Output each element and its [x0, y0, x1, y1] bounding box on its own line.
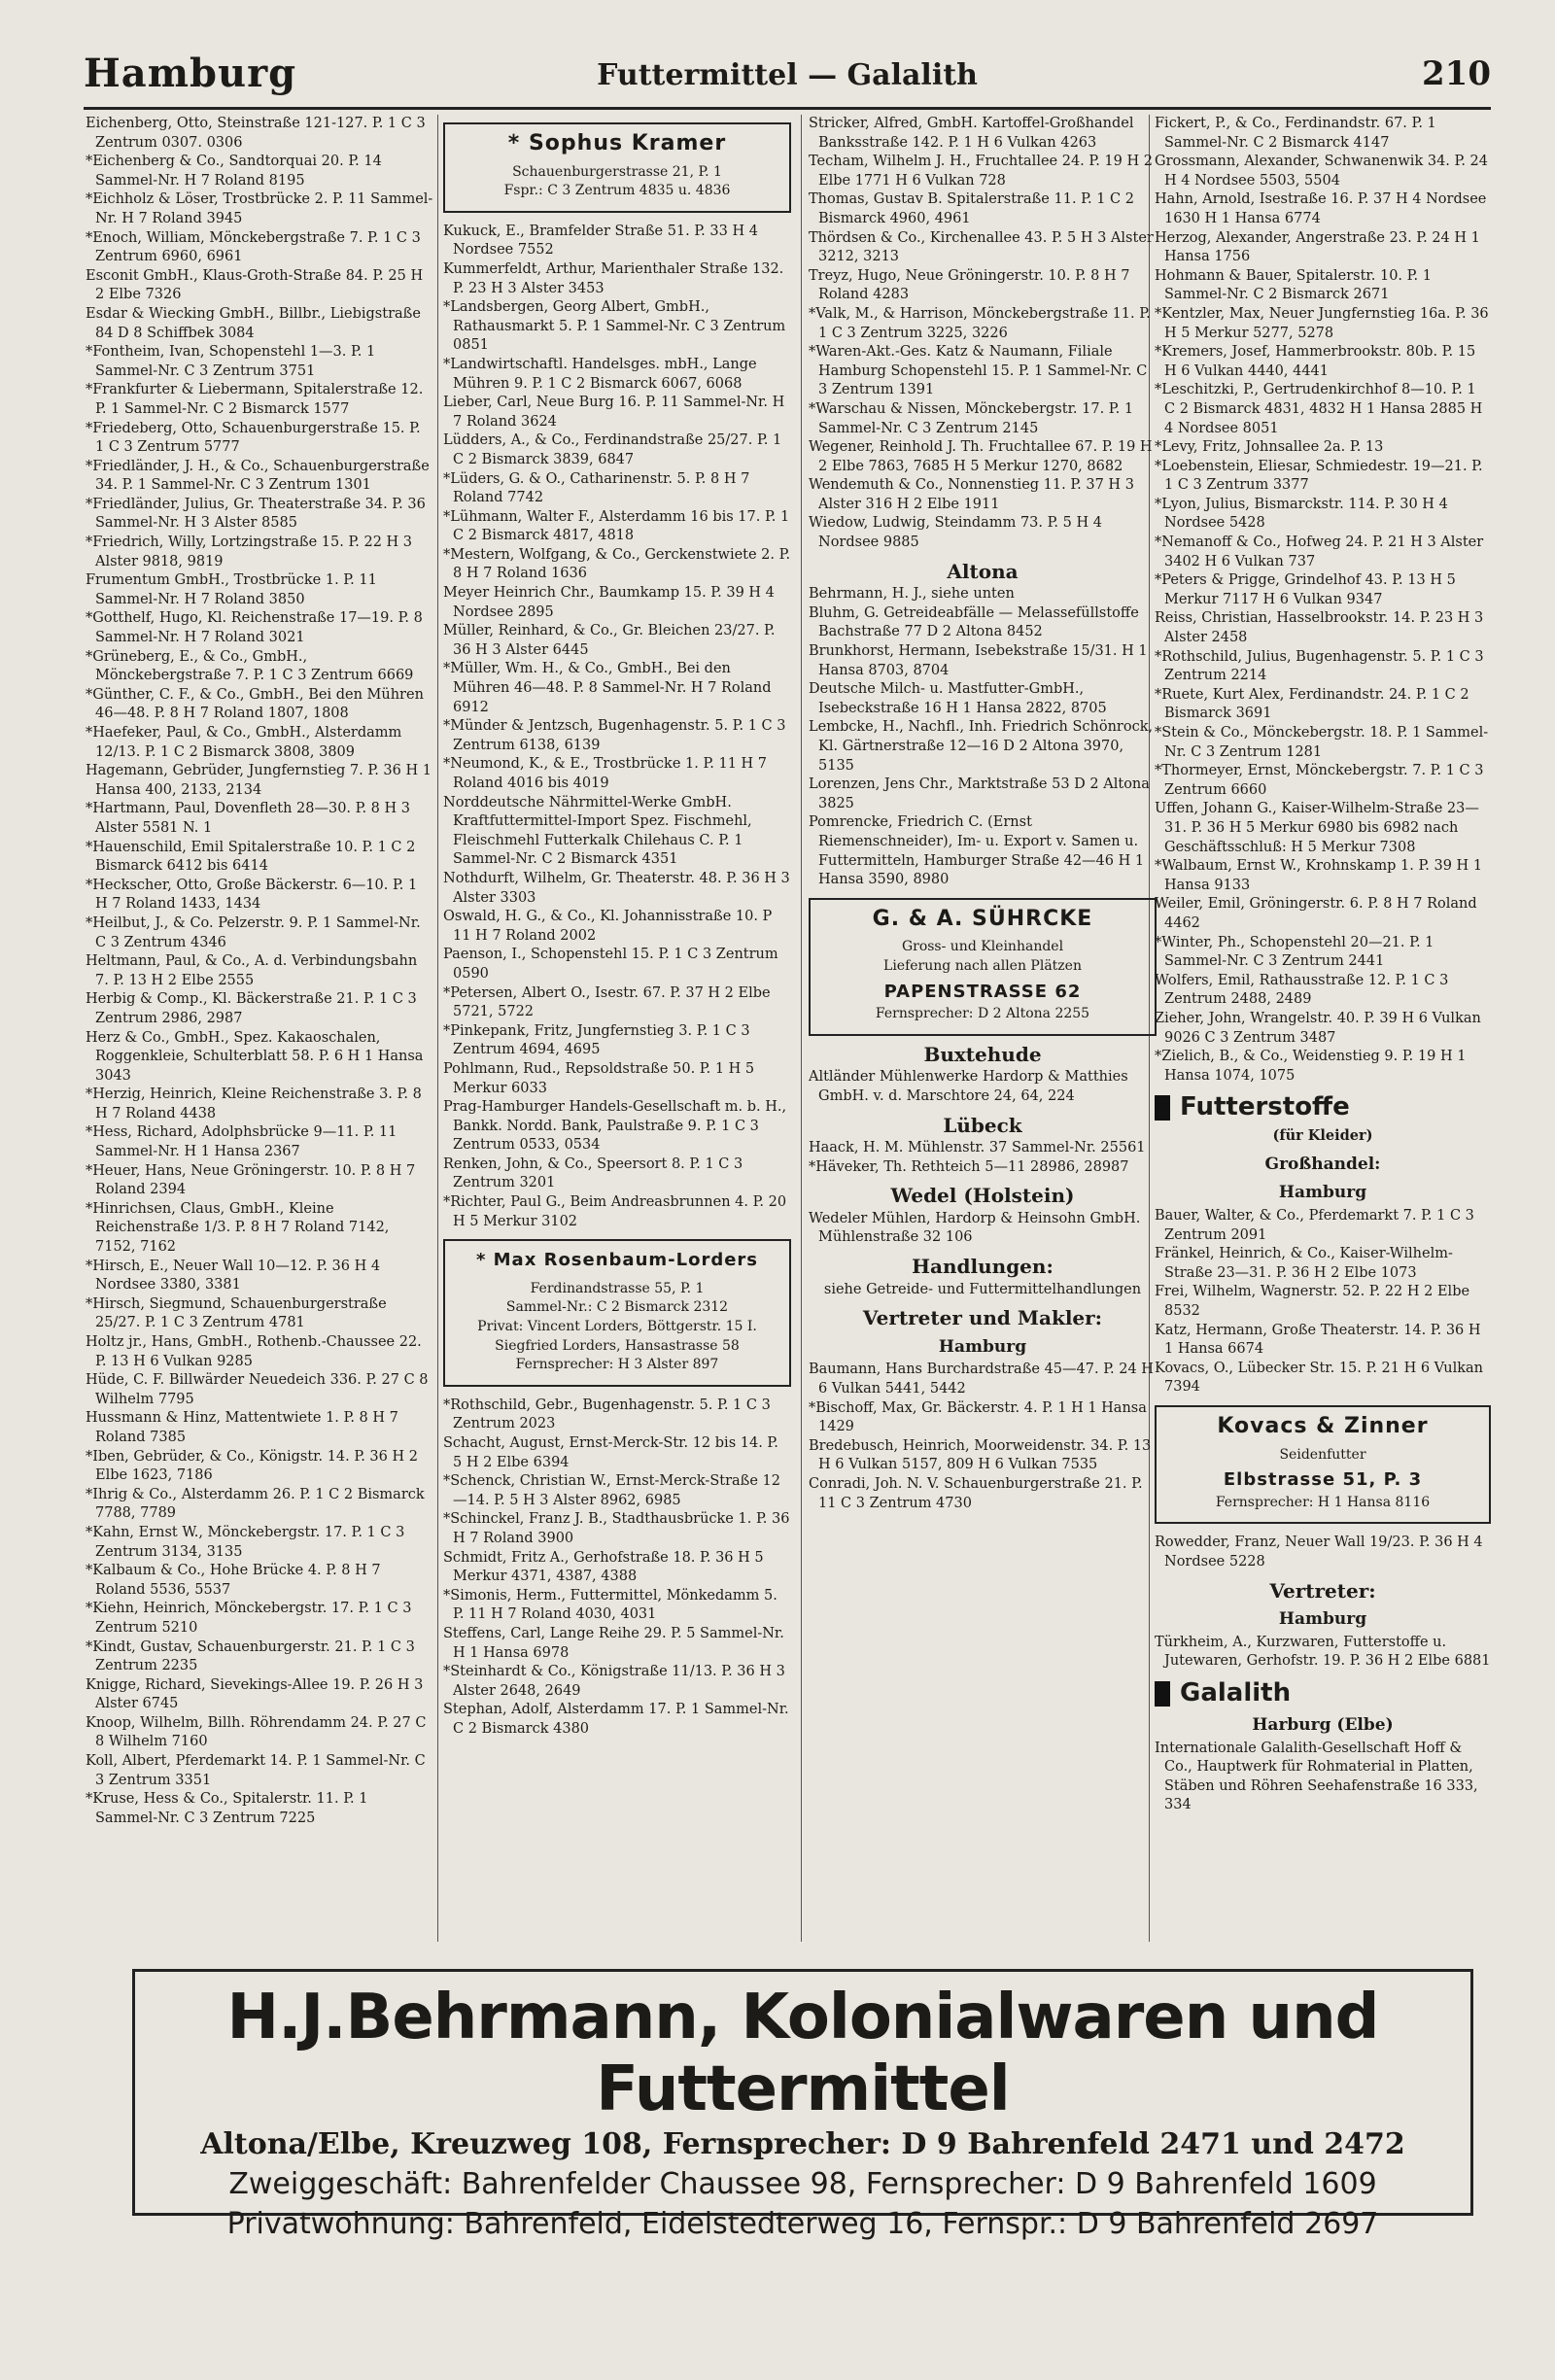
ad-box-kovacs [1155, 1405, 1491, 1524]
directory-entry: *Neumond, K., & E., Trostbrücke 1. P. 11 H 7 Roland 4016 bis 4019 [443, 756, 768, 791]
directory-entry: Esconit GmbH., Klaus-Groth-Straße 84. P. 25 H 2 Elbe 7326 [86, 267, 424, 303]
directory-entry: *Ihrig & Co., Alsterdamm 26. P. 1 C 2 Bismarck 7788, 7789 [86, 1486, 425, 1522]
wedel-entries [809, 1210, 1157, 1248]
directory-entry: Esdar & Wiecking GmbH., Billbr., Liebigstraße 84 D 8 Schiffbek 3084 [86, 305, 421, 341]
section-futterstoffe [1155, 1092, 1491, 1122]
grosshandel-heading: Großhandel: [1264, 1154, 1381, 1174]
page-number: 210 [1422, 54, 1491, 93]
directory-entry: Kukuck, E., Bramfelder Straße 51. P. 33 H 4 Nordsee 7552 [443, 223, 758, 259]
ad-name: G. & A. SÜHRCKE [872, 906, 1093, 931]
directory-entry: *Münder & Jentzsch, Bugenhagenstr. 5. P. 1 C 3 Zentrum 6138, 6139 [443, 718, 786, 753]
directory-entry: *Valk, M., & Harrison, Mönckebergstraße 11. P. 1 C 3 Zentrum 3225, 3226 [809, 305, 1151, 341]
directory-entry: Knigge, Richard, Sievekings-Allee 19. P. 26 H 3 Alster 6745 [86, 1676, 424, 1712]
directory-entry: Wolfers, Emil, Rathausstraße 12. P. 1 C 3 Zentrum 2488, 2489 [1155, 972, 1449, 1008]
header-rule [84, 107, 1491, 110]
directory-entry: Kovacs, O., Lübecker Str. 15. P. 21 H 6 Vulkan 7394 [1155, 1360, 1483, 1396]
directory-entry: Herzog, Alexander, Angerstraße 23. P. 24 H 1 Hansa 1756 [1155, 229, 1480, 265]
directory-entry: Lieber, Carl, Neue Burg 16. P. 11 Sammel-Nr. H 7 Roland 3624 [443, 395, 785, 430]
directory-entry: *Richter, Paul G., Beim Andreasbrunnen 4. P. 20 H 5 Merkur 3102 [443, 1194, 787, 1229]
directory-entry: *Schinckel, Franz J. B., Stadthausbrücke 1. P. 36 H 7 Roland 3900 [443, 1511, 790, 1546]
section-title: Futterstoffe [1180, 1092, 1350, 1122]
ad-address: Ferdinandstrasse 55, P. 1 [530, 1280, 705, 1296]
directory-entry: *Kindt, Gustav, Schauenburgerstr. 21. P. 1 C 3 Zentrum 2235 [86, 1638, 415, 1674]
directory-entry: *Landwirtschaftl. Handelsges. mbH., Lange Mühren 9. P. 1 C 2 Bismarck 6067, 6068 [443, 356, 757, 392]
futterstoffe-entries [1155, 1207, 1491, 1397]
directory-entry: Oswald, H. G., & Co., Kl. Johannisstraße 10. P 11 H 7 Roland 2002 [443, 909, 773, 944]
directory-entry: Steffens, Carl, Lange Reihe 29. P. 5 Sammel-Nr. H 1 Hansa 6978 [443, 1625, 784, 1661]
column-3-entries [809, 115, 1157, 553]
section-marker [1155, 1095, 1170, 1121]
directory-entry: Nothdurft, Wilhelm, Gr. Theaterstr. 48. P. 36 H 3 Alster 3303 [443, 870, 790, 906]
directory-entry: Pohlmann, Rud., Repsoldstraße 50. P. 1 H 5 Merkur 6033 [443, 1060, 755, 1096]
section-wedel: Wedel (Holstein) [890, 1184, 1075, 1208]
directory-entry: Reiss, Christian, Hasselbrookstr. 14. P. 23 H 3 Alster 2458 [1155, 610, 1484, 646]
directory-entry: Meyer Heinrich Chr., Baumkamp 15. P. 39 H 4 Nordsee 2895 [443, 585, 775, 620]
directory-entry: *Winter, Ph., Schopenstehl 20—21. P. 1 Sammel-Nr. C 3 Zentrum 2441 [1155, 934, 1434, 970]
directory-entry: Frei, Wilhelm, Wagnerstr. 52. P. 22 H 2 Elbe 8532 [1155, 1284, 1470, 1320]
directory-entry: Bredebusch, Heinrich, Moorweidenstr. 34. P. 13 H 6 Vulkan 5157, 809 H 6 Vulkan 7535 [809, 1437, 1152, 1473]
column-2-entries [443, 223, 791, 1231]
directory-entry: *Petersen, Albert O., Isestr. 67. P. 37 H 2 Elbe 5721, 5722 [443, 984, 771, 1020]
directory-entry: *Bischoff, Max, Gr. Bäckerstr. 4. P. 1 H 1 Hansa 1429 [809, 1399, 1147, 1435]
directory-entry: Renken, John, & Co., Speersort 8. P. 1 C 3 Zentrum 3201 [443, 1156, 743, 1191]
directory-entry: Kummerfeldt, Arthur, Marienthaler Straße 132. P. 23 H 3 Alster 3453 [443, 260, 784, 296]
directory-entry: Haack, H. M. Mühlenstr. 37 Sammel-Nr. 25561 [809, 1140, 1146, 1156]
directory-entry: Hahn, Arnold, Isestraße 16. P. 37 H 4 Nordsee 1630 H 1 Hansa 6774 [1155, 191, 1487, 226]
ad-name: Kovacs & Zinner [1217, 1414, 1429, 1438]
column-3 [809, 115, 1157, 1942]
directory-entry: *Peters & Prigge, Grindelhof 43. P. 13 H 5 Merkur 7117 H 6 Vulkan 9347 [1155, 572, 1456, 607]
directory-entry: Müller, Reinhard, & Co., Gr. Bleichen 23/27. P. 36 H 3 Alster 6445 [443, 623, 776, 658]
ad-name: * Max Rosenbaum-Lorders [475, 1250, 759, 1271]
directory-entry: Brunkhorst, Hermann, Isebekstraße 15/31. H 1 Hansa 8703, 8704 [809, 643, 1148, 678]
directory-entry: *Steinhardt & Co., Königstraße 11/13. P. 36 H 3 Alster 2648, 2649 [443, 1664, 785, 1699]
directory-entry: *Kahn, Ernst W., Mönckebergstr. 17. P. 1 C 3 Zentrum 3134, 3135 [86, 1524, 405, 1560]
ad-phone: Fspr.: C 3 Zentrum 4835 u. 4836 [503, 183, 731, 199]
directory-entry: *Waren-Akt.-Ges. Katz & Naumann, Filiale Hamburg Schopenstehl 15. P. 1 Sammel-Nr. C 3 Zentrum 1391 [809, 344, 1148, 398]
directory-entry: *Heckscher, Otto, Große Bäckerstr. 6—10. P. 1 H 7 Roland 1433, 1434 [86, 877, 418, 913]
directory-entry: *Hess, Richard, Adolphsbrücke 9—11. P. 11 Sammel-Nr. H 1 Hansa 2367 [86, 1124, 397, 1160]
section-handlungen: Handlungen: [912, 1255, 1054, 1279]
directory-entry: Behrmann, H. J., siehe unten [809, 586, 1015, 603]
directory-entry: Lüdders, A., & Co., Ferdinandstraße 25/27. P. 1 C 2 Bismarck 3839, 6847 [443, 432, 782, 467]
futterstoffe-more [1155, 1534, 1491, 1571]
directory-entry: Eichenberg, Otto, Steinstraße 121-127. P. 1 C 3 Zentrum 0307. 0306 [86, 116, 426, 151]
header-section-title: Futtermittel — Galalith [597, 58, 978, 92]
directory-entry: *Günther, C. F., & Co., GmbH., Bei den Mühren 46—48. P. 8 H 7 Roland 1807, 1808 [86, 686, 424, 722]
directory-entry: *Eichholz & Löser, Trostbrücke 2. P. 11 Sammel-Nr. H 7 Roland 3945 [86, 191, 433, 226]
directory-entry: *Walbaum, Ernst W., Krohnskamp 1. P. 39 H 1 Hansa 9133 [1155, 858, 1483, 893]
directory-entry: Frumentum GmbH., Trostbrücke 1. P. 11 Sammel-Nr. H 7 Roland 3850 [86, 572, 377, 607]
directory-entry: Baumann, Hans Burchardstraße 45—47. P. 24 H 6 Vulkan 5441, 5442 [809, 1362, 1154, 1397]
directory-entry: Stephan, Adolf, Alsterdamm 17. P. 1 Sammel-Nr. C 2 Bismarck 4380 [443, 1702, 789, 1737]
directory-entry: *Eichenberg & Co., Sandtorquai 20. P. 14 Sammel-Nr. H 7 Roland 8195 [86, 154, 382, 189]
header-city: Hamburg [84, 51, 297, 96]
directory-entry: *Thormeyer, Ernst, Mönckebergstr. 7. P. 1 C 3 Zentrum 6660 [1155, 763, 1484, 798]
directory-entry: Norddeutsche Nährmittel-Werke GmbH. Kraftfuttermittel-Import Spez. Fischmehl, Fleischmehl Futterkalk Chilehaus C. P. 1 Sammel-Nr. C 2 Bismarck 4351 [443, 794, 752, 868]
directory-entry: *Landsbergen, Georg Albert, GmbH., Rathausmarkt 5. P. 1 Sammel-Nr. C 3 Zentrum 0851 [443, 299, 786, 354]
directory-entry: Conradi, Joh. N. V. Schauenburgerstraße 21. P. 11 C 3 Zentrum 4730 [809, 1476, 1143, 1511]
directory-entry: Prag-Hamburger Handels-Gesellschaft m. b. H., Bankk. Nordd. Bank, Paulstraße 9. P. 1 C 3 Zentrum 0533, 0534 [443, 1099, 787, 1154]
directory-entry: *Simonis, Herm., Futtermittel, Mönkedamm 5. P. 11 H 7 Roland 4030, 4031 [443, 1587, 778, 1623]
directory-entry: *Kremers, Josef, Hammerbrookstr. 80b. P. 15 H 6 Vulkan 4440, 4441 [1155, 344, 1476, 379]
directory-entry: Weiler, Emil, Gröningerstr. 6. P. 8 H 7 Roland 4462 [1155, 896, 1477, 931]
directory-entry: *Hartmann, Paul, Dovenfleth 28—30. P. 8 H 3 Alster 5581 N. 1 [86, 801, 410, 836]
vertreter-makler-entries [809, 1361, 1157, 1513]
directory-entry: Herz & Co., GmbH., Spez. Kakaoschalen, Roggenkleie, Schulterblatt 58. P. 6 H 1 Hansa 3043 [86, 1029, 424, 1084]
directory-entry: *Enoch, William, Mönckebergstraße 7. P. 1 C 3 Zentrum 6960, 6961 [86, 229, 421, 265]
directory-entry: Schmidt, Fritz A., Gerhofstraße 18. P. 36 H 5 Merkur 4371, 4387, 4388 [443, 1549, 764, 1585]
directory-entry: Fränkel, Heinrich, & Co., Kaiser-Wilhelm-Straße 23—31. P. 36 H 2 Elbe 1073 [1155, 1246, 1453, 1281]
directory-entry: Stricker, Alfred, GmbH. Kartoffel-Großhandel Banksstraße 142. P. 1 H 6 Vulkan 4263 [809, 116, 1134, 151]
column-2 [443, 115, 791, 1942]
ad-address: Schauenburgerstrasse 21, P. 1 [512, 163, 722, 180]
ad-phone: Fernsprecher: D 2 Altona 2255 [875, 1006, 1090, 1022]
column-4-entries [1155, 115, 1491, 1086]
directory-entry: Knoop, Wilhelm, Billh. Röhrendamm 24. P. 27 C 8 Wilhelm 7160 [86, 1714, 427, 1750]
directory-entry: Paenson, I., Schopenstehl 15. P. 1 C 3 Zentrum 0590 [443, 947, 778, 982]
directory-entry: *Stein & Co., Mönckebergstr. 18. P. 1 Sammel-Nr. C 3 Zentrum 1281 [1155, 725, 1489, 760]
galalith-entries [1155, 1740, 1491, 1815]
directory-entry: *Grüneberg, E., & Co., GmbH., Mönckebergstraße 7. P. 1 C 3 Zentrum 6669 [86, 648, 414, 684]
directory-entry: Pomrencke, Friedrich C. (Ernst Riemenschneider), Im- u. Export v. Samen u. Futtermitteln, Hamburger Straße 42—46 H 1 Hansa 3590, 8980 [809, 814, 1145, 888]
directory-entry: *Pinkepank, Fritz, Jungfernstieg 3. P. 1 C 3 Zentrum 4694, 4695 [443, 1022, 750, 1058]
luebeck-entries [809, 1139, 1157, 1177]
vertreter-city: Hamburg [1278, 1609, 1367, 1630]
directory-entry: Bauer, Walter, & Co., Pferdemarkt 7. P. 1 C 3 Zentrum 2091 [1155, 1208, 1474, 1243]
section-vertreter: Vertreter: [1269, 1578, 1376, 1603]
directory-entry: *Leschitzki, P., Gertrudenkirchhof 8—10. P. 1 C 2 Bismarck 4831, 4832 H 1 Hansa 2885 H 4 Nordsee 8051 [1155, 382, 1483, 436]
ad-headline: H.J.Behrmann, Kolonialwaren und Futtermittel [226, 1982, 1379, 2125]
ad-phone: Sammel-Nr.: C 2 Bismarck 2312 [505, 1299, 729, 1316]
directory-entry: Heltmann, Paul, & Co., A. d. Verbindungsbahn 7. P. 13 H 2 Elbe 2555 [86, 953, 418, 988]
directory-entry: *Rothschild, Gebr., Bugenhagenstr. 5. P. 1 C 3 Zentrum 2023 [443, 1397, 771, 1432]
section-marker [1155, 1681, 1170, 1707]
directory-entry: Grossmann, Alexander, Schwanenwik 34. P. 24 H 4 Nordsee 5503, 5504 [1155, 154, 1488, 189]
directory-entry: *Zielich, B., & Co., Weidenstieg 9. P. 19 H 1 Hansa 1074, 1075 [1155, 1049, 1467, 1084]
directory-entry: Rowedder, Franz, Neuer Wall 19/23. P. 36 H 4 Nordsee 5228 [1155, 1535, 1483, 1569]
directory-entry: Zieher, John, Wrangelstr. 40. P. 39 H 6 Vulkan 9026 C 3 Zentrum 3487 [1155, 1010, 1481, 1046]
directory-entry: *Kentzler, Max, Neuer Jungfernstieg 16a. P. 36 H 5 Merkur 5277, 5278 [1155, 305, 1489, 341]
directory-entry: *Hirsch, Siegmund, Schauenburgerstraße 25/27. P. 1 C 3 Zentrum 4781 [86, 1295, 387, 1331]
directory-entry: *Hinrichsen, Claus, GmbH., Kleine Reichenstraße 1/3. P. 8 H 7 Roland 7142, 7152, 7162 [86, 1200, 390, 1256]
ad-box-rosenbaum [443, 1239, 791, 1387]
directory-entry: Wiedow, Ludwig, Steindamm 73. P. 5 H 4 Nordsee 9885 [809, 515, 1102, 551]
directory-entry: Altländer Mühlenwerke Hardorp & Matthies GmbH. v. d. Marschtore 24, 64, 224 [809, 1069, 1128, 1104]
directory-entry: *Mestern, Wolfgang, & Co., Gerckenstwiete 2. P. 8 H 7 Roland 1636 [443, 546, 791, 582]
directory-entry: Türkheim, A., Kurzwaren, Futterstoffe u. Jutewaren, Gerhofstr. 19. P. 36 H 2 Elbe 6881 [1155, 1634, 1491, 1670]
ad-private: Privatwohnung: Bahrenfeld, Eidelstedterweg 16, Fernspr.: D 9 Bahrenfeld 2697 [226, 2207, 1379, 2241]
ad-box-suhrcke [809, 898, 1157, 1036]
directory-entry: Fickert, P., & Co., Ferdinandstr. 67. P. 1 Sammel-Nr. C 2 Bismarck 4147 [1155, 116, 1436, 151]
ad-address: Altona/Elbe, Kreuzweg 108, Fernsprecher: D 9 Bahrenfeld 2471 und 2472 [200, 2127, 1405, 2161]
ad-phone: Fernsprecher: H 1 Hansa 8116 [1215, 1494, 1431, 1510]
directory-entry: *Heuer, Hans, Neue Gröningerstr. 10. P. 8 H 7 Roland 2394 [86, 1162, 416, 1198]
directory-entry: *Kiehn, Heinrich, Mönckebergstr. 17. P. 1 C 3 Zentrum 5210 [86, 1601, 412, 1636]
directory-entry: *Herzig, Heinrich, Kleine Reichenstraße 3. P. 8 H 7 Roland 4438 [86, 1087, 422, 1121]
directory-entry: Hagemann, Gebrüder, Jungfernstieg 7. P. 36 H 1 Hansa 400, 2133, 2134 [86, 763, 432, 798]
directory-entry: *Loebenstein, Eliesar, Schmiedestr. 19—21. P. 1 C 3 Zentrum 3377 [1155, 458, 1483, 494]
ad-street: PAPENSTRASSE 62 [883, 981, 1082, 1002]
section-altona: Altona [947, 559, 1019, 583]
galalith-city: Harburg (Elbe) [1252, 1714, 1394, 1735]
directory-entry: *Ruete, Kurt Alex, Ferdinandstr. 24. P. 1 C 2 Bismarck 3691 [1155, 686, 1469, 722]
directory-entry: Wegener, Reinhold J. Th. Fruchtallee 67. P. 19 H 2 Elbe 7863, 7685 H 5 Merkur 1270, 8682 [809, 439, 1153, 474]
directory-entry: *Nemanoff & Co., Hofweg 24. P. 21 H 3 Alster 3402 H 6 Vulkan 737 [1155, 535, 1484, 569]
directory-entry: *Friedeberg, Otto, Schauenburgerstraße 15. P. 1 C 3 Zentrum 5777 [86, 420, 421, 456]
directory-entry: *Heilbut, J., & Co. Pelzerstr. 9. P. 1 Sammel-Nr. C 3 Zentrum 4346 [86, 914, 421, 950]
directory-entry: *Kruse, Hess & Co., Spitalerstr. 11. P. 1 Sammel-Nr. C 3 Zentrum 7225 [86, 1791, 368, 1826]
directory-entry: Thomas, Gustav B. Spitalerstraße 11. P. 1 C 2 Bismarck 4960, 4961 [809, 191, 1134, 226]
directory-entry: Lorenzen, Jens Chr., Marktstraße 53 D 2 Altona 3825 [809, 776, 1150, 811]
section-vertreter-makler: Vertreter und Makler: [862, 1306, 1103, 1330]
directory-entry: Hüde, C. F. Billwärder Neuedeich 336. P. 27 C 8 Wilhelm 7795 [86, 1372, 429, 1407]
directory-entry: Uffen, Johann G., Kaiser-Wilhelm-Straße 23—31. P. 36 H 5 Merkur 6980 bis 6982 nach Geschäftsschluß: H 5 Merkur 7308 [1155, 801, 1479, 855]
directory-entry: Deutsche Milch- u. Mastfutter-GmbH., Isebeckstraße 16 H 1 Hansa 2822, 8705 [809, 681, 1107, 716]
directory-entry: *Warschau & Nissen, Mönckebergstr. 17. P. 1 Sammel-Nr. C 3 Zentrum 2145 [809, 400, 1134, 436]
directory-entry: *Müller, Wm. H., & Co., GmbH., Bei den Mühren 46—48. P. 8 Sammel-Nr. H 7 Roland 6912 [443, 661, 772, 715]
directory-entry: Hussmann & Hinz, Mattentwiete 1. P. 8 H 7 Roland 7385 [86, 1410, 398, 1445]
directory-entry: Schacht, August, Ernst-Merck-Str. 12 bis 14. P. 5 H 2 Elbe 6394 [443, 1435, 778, 1470]
directory-entry: Koll, Albert, Pferdemarkt 14. P. 1 Sammel-Nr. C 3 Zentrum 3351 [86, 1753, 426, 1788]
directory-entry: Wedeler Mühlen, Hardorp & Heinsohn GmbH. Mühlenstraße 32 106 [809, 1210, 1141, 1246]
futterstoffe-city: Hamburg [1278, 1183, 1367, 1203]
directory-entry: Lembcke, H., Nachfl., Inh. Friedrich Schönrock, Kl. Gärtnerstraße 12—16 D 2 Altona 3970, 5135 [809, 719, 1154, 774]
ad-line: Seidenfutter [1279, 1446, 1366, 1463]
directory-entry: Bluhm, G. Getreideabfälle — Melassefüllstoffe Bachstraße 77 D 2 Altona 8452 [809, 604, 1139, 640]
column-divider [437, 115, 438, 1942]
directory-entry: *Haefeker, Paul, & Co., GmbH., Alsterdamm 12/13. P. 1 C 2 Bismarck 3808, 3809 [86, 725, 402, 760]
column-2-entries-b [443, 1397, 791, 1740]
directory-entry: *Lühmann, Walter F., Alsterdamm 16 bis 17. P. 1 C 2 Bismarck 4817, 4818 [443, 508, 790, 544]
ad-private-phone: Fernsprecher: H 3 Alster 897 [515, 1357, 719, 1373]
handlungen-text: siehe Getreide- und Futtermittelhandlungen [823, 1281, 1142, 1297]
directory-entry: *Friedländer, J. H., & Co., Schauenburgerstraße 34. P. 1 Sammel-Nr. C 3 Zentrum 1301 [86, 458, 430, 494]
section-title: Galalith [1180, 1678, 1292, 1708]
column-divider [801, 115, 802, 1942]
section-luebeck: Lübeck [943, 1113, 1022, 1137]
directory-entry: Treyz, Hugo, Neue Gröningerstr. 10. P. 8 H 7 Roland 4283 [809, 267, 1130, 303]
ad-line: Lieferung nach allen Plätzen [883, 957, 1082, 974]
ad-line: Gross- und Kleinhandel [901, 939, 1064, 955]
section-buxtehude: Buxtehude [923, 1042, 1042, 1066]
vertreter-makler-city: Hamburg [938, 1336, 1027, 1357]
directory-entry: *Lyon, Julius, Bismarckstr. 114. P. 30 H 4 Nordsee 5428 [1155, 496, 1448, 532]
directory-entry: *Fontheim, Ivan, Schopenstehl 1—3. P. 1 Sammel-Nr. C 3 Zentrum 3751 [86, 344, 376, 379]
column-1 [86, 115, 433, 1942]
directory-entry: *Kalbaum & Co., Hohe Brücke 4. P. 8 H 7 Roland 5536, 5537 [86, 1563, 381, 1598]
directory-entry: *Friedländer, Julius, Gr. Theaterstraße 34. P. 36 Sammel-Nr. H 3 Alster 8585 [86, 496, 426, 532]
directory-entry: *Lüders, G. & O., Catharinenstr. 5. P. 8 H 7 Roland 7742 [443, 470, 750, 506]
directory-entry: Herbig & Comp., Kl. Bäckerstraße 21. P. 1 C 3 Zentrum 2986, 2987 [86, 991, 417, 1026]
directory-entry: Wendemuth & Co., Nonnenstieg 11. P. 37 H 3 Alster 316 H 2 Elbe 1911 [809, 477, 1134, 512]
directory-entry: *Häveker, Th. Rethteich 5—11 28986, 28987 [809, 1158, 1129, 1175]
ad-branch: Zweiggeschäft: Bahrenfelder Chaussee 98, Fernsprecher: D 9 Bahrenfeld 1609 [228, 2167, 1377, 2201]
directory-entry: *Rothschild, Julius, Bugenhagenstr. 5. P. 1 C 3 Zentrum 2214 [1155, 648, 1484, 684]
altona-entries [809, 585, 1157, 890]
ad-private: Privat: Vincent Lorders, Böttgerstr. 15 I. Siegfried Lorders, Hansastrasse 58 [477, 1319, 757, 1354]
directory-entry: *Hauenschild, Emil Spitalerstraße 10. P. 1 C 2 Bismarck 6412 bis 6414 [86, 839, 416, 875]
section-galalith [1155, 1678, 1491, 1708]
directory-entry: *Levy, Fritz, Johnsallee 2a. P. 13 [1155, 439, 1384, 456]
directory-entry: *Schenck, Christian W., Ernst-Merck-Straße 12—14. P. 5 H 3 Alster 8962, 6985 [443, 1473, 780, 1508]
directory-entry: Holtz jr., Hans, GmbH., Rothenb.-Chaussee 22. P. 13 H 6 Vulkan 9285 [86, 1334, 422, 1369]
directory-entry: *Iben, Gebrüder, & Co., Königstr. 14. P. 36 H 2 Elbe 1623, 7186 [86, 1448, 418, 1484]
vertreter-entries [1155, 1634, 1491, 1672]
futterstoffe-sub: (für Kleider) [1272, 1127, 1373, 1145]
ad-street: Elbstrasse 51, P. 3 [1223, 1469, 1423, 1491]
ad-box-sophus-kramer [443, 122, 791, 213]
ad-name: * Sophus Kramer [507, 131, 727, 155]
directory-entry: Internationale Galalith-Gesellschaft Hoff & Co., Hauptwerk für Rohmaterial in Platten, Stäben und Röhren Seehafenstraße 16 333, 334 [1155, 1740, 1478, 1813]
directory-entry: Hohmann & Bauer, Spitalerstr. 10. P. 1 Sammel-Nr. C 2 Bismarck 2671 [1155, 267, 1432, 303]
page-header [84, 51, 1491, 101]
directory-entry: *Friedrich, Willy, Lortzingstraße 15. P. 22 H 3 Alster 9818, 9819 [86, 535, 413, 569]
directory-entry: *Gotthelf, Hugo, Kl. Reichenstraße 17—19. P. 8 Sammel-Nr. H 7 Roland 3021 [86, 610, 423, 646]
buxtehude-entries [809, 1068, 1157, 1106]
behrmann-advertisement [132, 1969, 1473, 2241]
directory-entry: *Hirsch, E., Neuer Wall 10—12. P. 36 H 4 Nordsee 3380, 3381 [86, 1258, 381, 1293]
directory-entry: Techam, Wilhelm J. H., Fruchtallee 24. P. 19 H 2 Elbe 1771 H 6 Vulkan 728 [809, 154, 1153, 189]
directory-entry: Katz, Hermann, Große Theaterstr. 14. P. 36 H 1 Hansa 6674 [1155, 1322, 1481, 1358]
column-4 [1155, 115, 1491, 1942]
directory-entry: *Frankfurter & Liebermann, Spitalerstraße 12. P. 1 Sammel-Nr. C 2 Bismarck 1577 [86, 382, 424, 417]
directory-entry: Thördsen & Co., Kirchenallee 43. P. 5 H 3 Alster 3212, 3213 [809, 229, 1154, 265]
